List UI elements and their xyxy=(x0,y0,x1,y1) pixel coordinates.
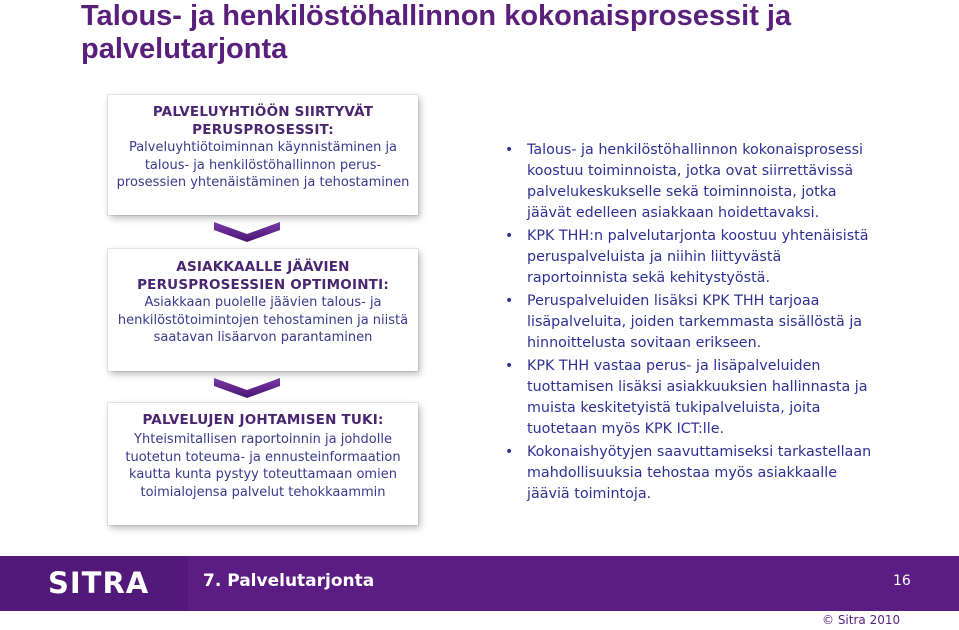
bullet-line: Peruspalveluiden lisäksi KPK THH tarjoaa xyxy=(527,293,820,309)
page-number: 16 xyxy=(893,573,911,589)
box-body-line: toimialojensa palvelut tehokkaammin xyxy=(140,484,386,500)
footer-bar xyxy=(0,556,959,611)
bullet-icon: • xyxy=(505,444,514,460)
box-heading-line: PERUSPROSESSIT: xyxy=(192,122,334,138)
box-heading xyxy=(108,411,418,429)
box-body-line: saatavan lisäarvon parantaminen xyxy=(153,330,373,345)
bullet-line: Talous- ja henkilöstöhallinnon kokonaisprosessi xyxy=(527,142,864,158)
bullet-line: KPK THH:n palvelutarjonta koostuu yhtenäisistä xyxy=(527,228,869,244)
bullet-line: tuotetaan myös KPK ICT:lle. xyxy=(527,421,725,437)
bullet-line: muista keskitetyistä tukipalveluista, joita xyxy=(527,400,821,416)
slide-title-line: Talous- ja henkilöstöhallinnon kokonaisprosessit ja xyxy=(81,0,792,32)
box-heading-line: PERUSPROSESSIEN OPTIMOINTI: xyxy=(137,277,389,293)
process-box-optimization xyxy=(108,249,418,371)
logo-text: SITRA xyxy=(48,566,150,600)
box-body-line: Palveluyhtiötoiminnan käynnistäminen ja xyxy=(128,140,398,155)
box-body-line: talous- ja henkilöstöhallinnon perus- xyxy=(144,157,382,173)
bullet-line: palvelukeskukselle sekä toiminnoista, jotka xyxy=(527,184,837,200)
process-box-transfer xyxy=(108,95,418,215)
chevron-down-icon xyxy=(212,376,282,400)
box-body-line: prosessien yhtenäistäminen ja tehostaminen xyxy=(116,175,410,190)
process-box-management-support xyxy=(108,403,418,525)
box-heading xyxy=(108,258,418,294)
slide-title xyxy=(81,0,941,66)
bullet-line: mahdollisuuksia tehostaa myös asiakkaalle xyxy=(527,465,838,481)
bullet-line: Kokonaishyötyjen saavuttamiseksi tarkastellaan xyxy=(527,444,872,460)
list-item xyxy=(505,291,920,354)
bullet-icon: • xyxy=(505,293,514,309)
box-body-line: henkilöstötoimintojen tehostaminen ja niistä xyxy=(117,312,409,328)
bullet-icon: • xyxy=(505,142,514,158)
box-body-line: tuotetun toteuma- ja ennusteinformaation xyxy=(125,449,401,465)
box-body-line: Asiakkaan puolelle jäävien talous- ja xyxy=(144,295,382,310)
chevron-down-icon xyxy=(212,220,282,244)
sitra-logo xyxy=(48,566,173,600)
section-title: 7. Palvelutarjonta xyxy=(203,571,375,591)
box-heading-line: PALVELUYHTIÖÖN SIIRTYVÄT xyxy=(152,104,374,120)
bullet-icon: • xyxy=(505,358,514,374)
bullet-list xyxy=(505,140,920,507)
bullet-line: jäävät edelleen asiakkaan hoidettavaksi. xyxy=(527,205,820,221)
footer-logo-area xyxy=(0,556,188,611)
bullet-line: raportoinnista sekä kehitystyöstä. xyxy=(527,270,770,286)
list-item xyxy=(505,442,920,505)
bullet-line: jääviä toimintoja. xyxy=(527,486,652,502)
box-heading-line: PALVELUJEN JOHTAMISEN TUKI: xyxy=(142,412,384,428)
list-item xyxy=(505,356,920,440)
copyright-text: © Sitra 2010 xyxy=(822,613,901,627)
bullet-line: koostuu toiminnoista, jotka ovat siirrettävissä xyxy=(527,163,854,179)
box-body-line: kautta kunta pystyy toteuttamaan omien xyxy=(129,467,397,482)
bullet-line: lisäpalveluita, joiden tarkemmasta sisällöstä ja xyxy=(527,314,863,330)
box-heading-line: ASIAKKAALLE JÄÄVIEN xyxy=(176,259,350,275)
box-body xyxy=(108,294,418,347)
box-body-line: Yhteismitallisen raportoinnin ja johdolle xyxy=(134,432,392,447)
list-item xyxy=(505,140,920,224)
box-body xyxy=(108,431,418,501)
slide-title-line: palvelutarjonta xyxy=(81,33,288,65)
box-heading xyxy=(108,103,418,139)
list-item xyxy=(505,226,920,289)
bullet-line: peruspalveluista ja niihin liittyvästä xyxy=(527,249,782,265)
bullet-icon: • xyxy=(505,228,514,244)
bullet-line: tuottamisen lisäksi asiakkuuksien hallinnasta ja xyxy=(527,379,868,395)
bullet-line: hinnoittelusta sovitaan erikseen. xyxy=(527,335,762,351)
box-body xyxy=(108,139,418,192)
bullet-line: KPK THH vastaa perus- ja lisäpalveluiden xyxy=(527,358,821,374)
